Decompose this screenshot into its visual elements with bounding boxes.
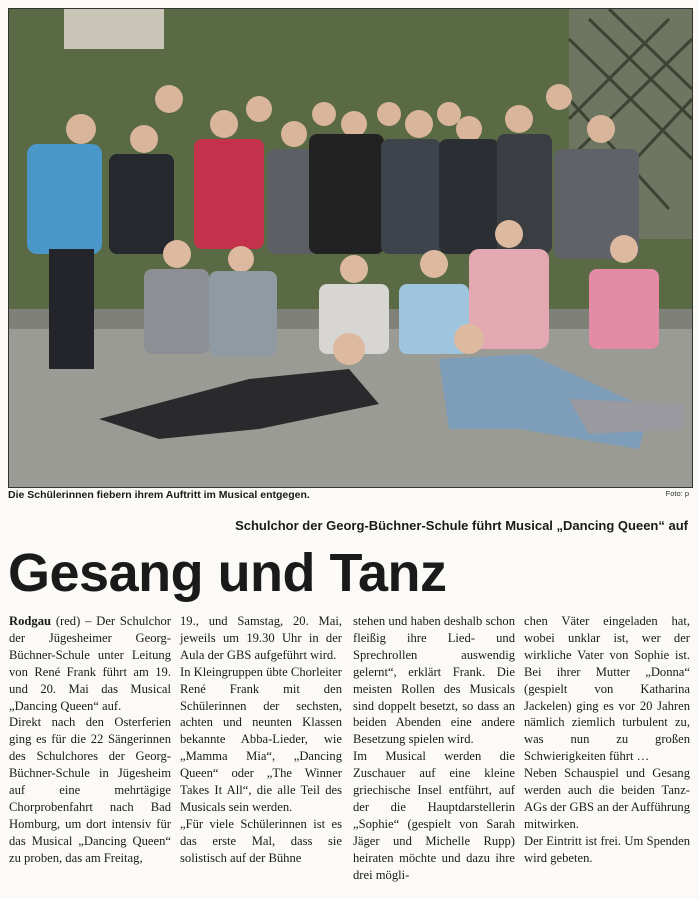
article-column-3: stehen und haben deshalb schon fleißig ihre Lied- und Sprechrollen auswendig gelernt“, erklärt Frank. Die meisten Rollen des Musicals sind doppelt besetzt, so dass an beiden Abenden eine andere Besetzung spielen wird. Im Musical werden die Zuschauer auf eine kleine griechische Insel entführt, auf der die Hauptdarstellerin „Sophie“ (gespielt von Sarah Jäger und Michelle Rupp) heiraten möchte und dazu ihre drei mögli- [353,614,515,882]
article-column-1-text: (red) – Der Schulchor der Jügesheimer Georg-Büchner-Schule unter Leitung von René Frank führt am 19. und 20. Mai das Musical „Dancing Queen“ auf. Direkt nach den Osterferien ging es für die 22 Sängerinnen des Schulchores der Georg-Büchner-Schule in Jügesheim auf eine mehrtägige Chorprobenfahrt nach Bad Homburg, um dort intensiv für das Musical „Dancing Queen“ zu proben, das am Freitag, [9,614,171,865]
photo-caption: Die Schülerinnen fiebern ihrem Auftritt im Musical entgegen. [8,489,310,501]
photo-credit: Foto: p [665,489,689,498]
group-photo-icon [9,9,692,487]
article-column-2: 19., und Samstag, 20. Mai, jeweils um 19.30 Uhr in der Aula der GBS aufgeführt wird. In Kleingruppen übte Chorleiter René Frank mit den Schülerinnen der sechsten, achten und neunten Klassen bekannte Abba-Lieder, wie „Mamma Mia“, „Dancing Queen“ oder „The Winner Takes It All“, die alle Teil des Musicals sein werden. „Für viele Schülerinnen ist es das erste Mal, dass sie solistisch auf der Bühne [180,614,342,865]
article-headline: Gesang und Tanz [8,543,447,603]
group-photo [8,8,693,488]
article-kicker: Schulchor der Georg-Büchner-Schule führt Musical „Dancing Queen“ auf [235,518,688,533]
article-column-1 [9,613,171,867]
article-column-4: chen Väter eingeladen hat, wobei unklar ist, wer der wirkliche Vater von Sophie ist. Bei ihrer Mutter „Donna“ (gespielt von Katharina Jackelen) ging es vor 20 Jahren nämlich ziemlich turbulent zu, was nun zu großen Schwierigkeiten führt … Neben Schauspiel und Gesang werden auch die beiden Tanz-AGs der GBS an der Aufführung mitwirken. Der Eintritt ist frei. Um Spenden wird gebeten. [524,614,690,865]
article-dateline: Rodgau [9,614,51,628]
